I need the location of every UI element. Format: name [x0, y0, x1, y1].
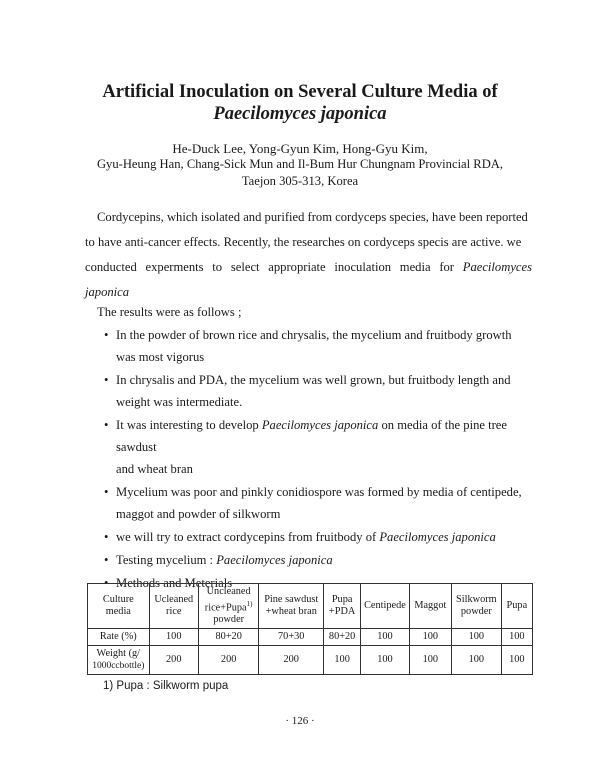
- abstract-line-1: Cordycepins, which isolated and purified from cordyceps species, have been reported: [97, 210, 528, 224]
- table-cell: 100: [452, 646, 502, 675]
- bullet-item: [104, 369, 534, 413]
- table-header-row: [88, 584, 533, 629]
- bullet-text: It was interesting to develop: [116, 418, 262, 432]
- culture-media-table: [87, 583, 533, 675]
- bullet-text: Testing mycelium :: [116, 553, 217, 567]
- bullet-item: [104, 324, 534, 368]
- bullet-text: we will try to extract cordycepins from fruitbody of: [116, 530, 380, 544]
- bullet-item: [104, 414, 534, 480]
- table-row: [88, 629, 533, 646]
- table-footnote: 1) Pupa : Silkworm pupa: [103, 680, 229, 692]
- table-cell: 100: [409, 629, 451, 646]
- paper-title-line-2-species: Paecilomyces japonica: [213, 104, 387, 124]
- table-header-cell: Uncleaned rice+Pupa$^{1)}$ powder: [198, 584, 259, 629]
- bullet-item: [104, 526, 534, 548]
- bullet-text: Methods and Meterials: [116, 576, 233, 590]
- bullet-item: [104, 549, 534, 571]
- table-header-cell: Maggot: [409, 584, 451, 629]
- table-header-cell: Ucleaned rice: [149, 584, 198, 629]
- bullet-item: [104, 481, 534, 525]
- abstract-line-2: to have anti-cancer effects. Recently, the researches on cordyceps specis are active. we: [85, 235, 522, 249]
- table-row: [88, 646, 533, 675]
- bullet-text-cont: was most vigorus: [116, 350, 205, 364]
- abstract-line-4-species: japonica: [85, 285, 130, 299]
- table-header-cell: Centipede: [361, 584, 409, 629]
- abstract-line-3: [85, 255, 532, 280]
- table-cell: 100: [501, 646, 532, 675]
- table-cell: 80+20: [198, 629, 259, 646]
- table-cell: 200: [149, 646, 198, 675]
- bullet-text: Mycelium was poor and pinkly conidiospore was formed by media of centipede,: [116, 485, 522, 499]
- table-cell: 80+20: [324, 629, 361, 646]
- table-header-cell: Pupa: [501, 584, 532, 629]
- table-cell: 200: [198, 646, 259, 675]
- table-cell: 100: [361, 629, 409, 646]
- bullet-text-cont: maggot and powder of silkworm: [116, 507, 281, 521]
- bullet-text: In the powder of brown rice and chrysalis, the mycelium and fruitbody growth: [116, 328, 512, 342]
- affiliation-address: Taejon 305-313, Korea: [241, 174, 359, 188]
- table-header-cell: Culture media: [88, 584, 150, 629]
- table-cell: 100: [501, 629, 532, 646]
- table-header-cell: Silkworm powder: [452, 584, 502, 629]
- bullet-text: on media of the pine tree sawdust: [116, 418, 507, 454]
- species-name: Paecilomyces japonica: [261, 418, 379, 432]
- table-cell: 100: [452, 629, 502, 646]
- page-number: · 126 ·: [285, 715, 315, 727]
- row-label: Rate (%): [88, 629, 150, 646]
- authors-line-2: Gyu-Heung Han, Chang-Sick Mun and Il-Bum Hur Chungnam Provincial RDA,: [96, 157, 504, 171]
- bullet-text-cont: weight was intermediate.: [116, 395, 243, 409]
- table-header-cell: Pupa +PDA: [324, 584, 361, 629]
- bullet-text: In chrysalis and PDA, the mycelium was well grown, but fruitbody length and: [116, 373, 511, 387]
- species-name: Paecilomyces japonica: [216, 553, 333, 567]
- table-cell: 100: [409, 646, 451, 675]
- table-cell: 100: [149, 629, 198, 646]
- abstract-line-3-text: conducted experments to select appropriate inoculation media for: [85, 260, 463, 274]
- results-bullet-list: [104, 324, 534, 595]
- table-cell: 70+30: [259, 629, 324, 646]
- table-cell: 200: [259, 646, 324, 675]
- table-cell: 100: [361, 646, 409, 675]
- results-intro: The results were as follows ;: [97, 305, 242, 319]
- authors-line-1: He-Duck Lee, Yong-Gyun Kim, Hong-Gyu Kim,: [172, 141, 428, 156]
- table-header-cell: Pine sawdust +wheat bran: [259, 584, 324, 629]
- species-name: Paecilomyces japonica: [379, 530, 496, 544]
- species-name: Paecilomyces: [462, 260, 532, 274]
- table-cell: 100: [324, 646, 361, 675]
- bullet-text-cont: and wheat bran: [116, 462, 193, 476]
- row-label: Weight (g/ 1000ccbottle): [88, 646, 150, 675]
- abstract-paragraph: [85, 205, 532, 305]
- paper-title-line-1: Artificial Inoculation on Several Culture Media of: [102, 82, 498, 102]
